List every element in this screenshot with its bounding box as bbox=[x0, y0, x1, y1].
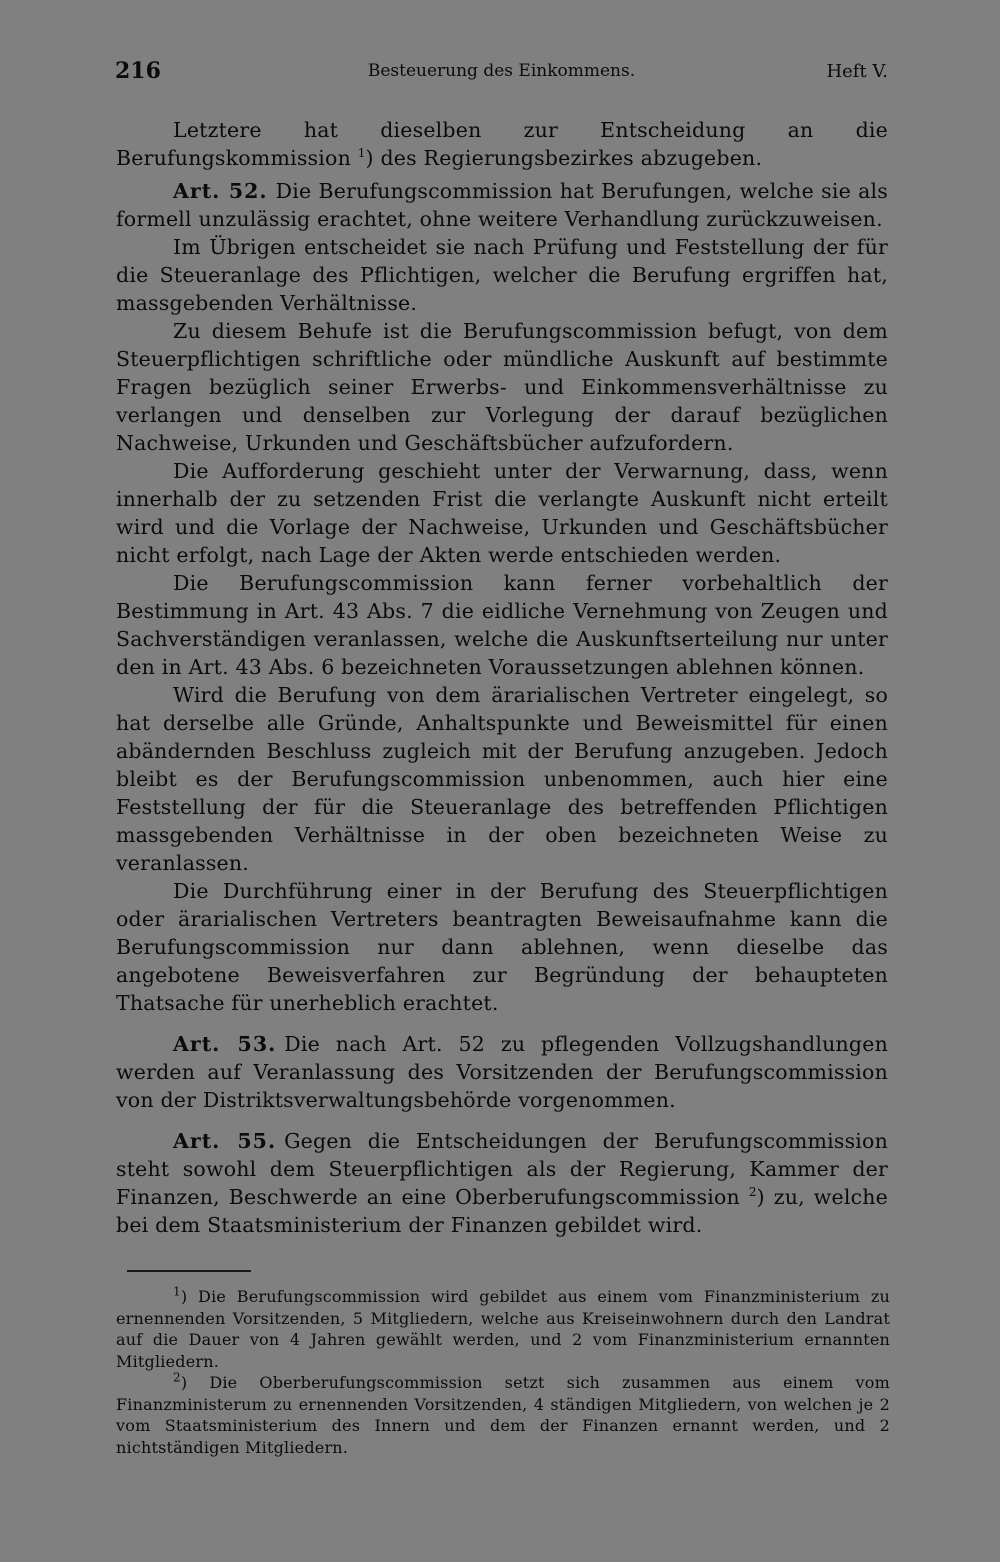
paragraph: Im Übrigen entscheidet sie nach Prüfung und Feststellung der für die Steueranlage des Pflichtigen, welcher die Berufung ergriffen hat, massgebenden Verhältnisse. bbox=[116, 235, 888, 315]
article-text: Die Berufungscommission hat Berufungen, welche sie als formell unzulässig erachtet, ohne weitere Verhandlung zurückzuweisen. bbox=[116, 179, 888, 231]
footnote: $^1$) Die Berufungscommission wird gebildet aus einem vom Finanzministerium zu ernennenden Vorsitzenden, 5 Mitgliedern, welche aus Kreiseinwohnern durch den Landrat auf die Dauer von 4 Jahren gewählt werden, und 2 vom Finanzministerium ernannten Mitgliedern. bbox=[116, 1284, 890, 1371]
main-text bbox=[116, 116, 888, 1239]
footnote-marker: 2 bbox=[173, 1370, 181, 1385]
paragraph: Wird die Berufung von dem ärarialischen Vertreter eingelegt, so hat derselbe alle Gründe, Anhaltspunkte und Beweismittel für einen abändernden Beschluss zugleich mit der Berufung anzugeben. Jedoch bleibt es der Berufungscommission unbenommen, auch hier eine Feststellung der für die Steueranlage des betreffenden Pflichtigen massgebenden Verhältnisse in der oben bezeichneten Weise zu veranlassen. bbox=[116, 683, 888, 875]
running-title: Besteuerung des Einkommens. bbox=[367, 61, 636, 81]
footnotes bbox=[116, 1286, 890, 1458]
article-text: zu, welche bei dem Staatsministerium der Finanzen gebildet wird. bbox=[116, 1185, 889, 1237]
paragraph: Die Berufungscommission kann ferner vorbehaltlich der Bestimmung in Art. 43 Abs. 7 die eidliche Vernehmung von Zeugen und Sachverständigen veranlassen, welche die Auskunftserteilung nur unter den in Art. 43 Abs. 6 bezeichneten Voraussetzungen ablehnen können. bbox=[116, 571, 888, 679]
paragraph: Letztere hat dieselben zur Entscheidung an die Berufungskommission $^1$) des Regierungsbezirkes abzugeben. bbox=[116, 118, 888, 170]
paragraph: Zu diesem Behufe ist die Berufungscommission befugt, von dem Steuerpflichtigen schriftliche oder mündliche Auskunft auf bestimmte Fragen bezüglich seiner Erwerbs- und Einkommensverhältnisse zu verlangen und denselben zur Vorlegung der darauf bezüglichen Nachweise, Urkunden und Geschäftsbücher aufzufordern. bbox=[116, 319, 888, 455]
footnote-ref: 2 bbox=[748, 1185, 757, 1200]
issue-label: Heft V. bbox=[826, 61, 888, 82]
running-header bbox=[115, 58, 888, 88]
article-text: Gegen die Entscheidungen der Berufungscommission steht sowohl dem Steuerpflichtigen als der Regierung, Kammer der Finanzen, Beschwerde an eine Oberberufungscommission bbox=[116, 1129, 888, 1209]
paragraph: Die Aufforderung geschieht unter der Verwarnung, dass, wenn innerhalb der zu setzenden Frist die verlangte Auskunft nicht erteilt wird und die Vorlage der Nachweise, Urkunden und Geschäftsbücher nicht erfolgt, nach Lage der Akten werde entschieden werden. bbox=[116, 459, 888, 567]
article-53 bbox=[116, 1030, 888, 1114]
article-55: Art. 55. Gegen die Entscheidungen der Berufungscommission steht sowohl dem Steuerpflichtigen als der Regierung, Kammer der Finanzen, Beschwerde an eine Oberberufungscommission $^2$) zu, welche bei dem Staatsministerium der Finanzen gebildet wird. bbox=[116, 1129, 889, 1237]
paragraph-text: des Regierungsbezirkes abzugeben. bbox=[380, 146, 763, 170]
paragraph: Die Durchführung einer in der Berufung des Steuerpflichtigen oder ärarialischen Vertreters beantragten Beweisaufnahme kann die Berufungscommission nur dann ablehnen, wenn dieselbe das angebotene Beweisverfahren zur Begründung der behaupteten Thatsache für unerheblich erachtet. bbox=[116, 879, 888, 1015]
page-number: 216 bbox=[115, 58, 161, 84]
article-label: Art. 53. bbox=[173, 1032, 277, 1056]
footnote: $^2$) Die Oberberufungscommission setzt sich zusammen aus einem vom Finanzministerum zu ernennenden Vorsitzenden, 4 ständigen Mitgliedern, von welchen je 2 vom Staatsministerium des Innern und dem der Finanzen ernannt werden, und 2 nichtständigen Mitgliedern. bbox=[116, 1370, 891, 1457]
footnote-text: Die Berufungscommission wird gebildet aus einem vom Finanzministerium zu ernennenden Vorsitzenden, 5 Mitgliedern, welche aus Kreiseinwohnern durch den Landrat auf die Dauer von 4 Jahren gewählt werden, und 2 vom Finanzministerium ernannten Mitgliedern. bbox=[116, 1287, 890, 1371]
footnote-marker: 1 bbox=[173, 1284, 181, 1299]
footnote-rule bbox=[127, 1270, 251, 1272]
paragraph-text: Letztere hat dieselben zur Entscheidung an die Berufungskommission bbox=[116, 118, 888, 170]
article-52 bbox=[116, 177, 888, 233]
article-label: Art. 52. bbox=[173, 179, 268, 203]
footnote-ref: 1 bbox=[357, 146, 366, 161]
article-label: Art. 55. bbox=[173, 1129, 277, 1153]
article-text: Die nach Art. 52 zu pflegenden Vollzugshandlungen werden auf Veranlassung des Vorsitzenden der Berufungscommission von der Distriktsverwaltungsbehörde vorgenommen. bbox=[116, 1032, 888, 1112]
footnote-text: Die Oberberufungscommission setzt sich zusammen aus einem vom Finanzministerum zu ernennenden Vorsitzenden, 4 ständigen Mitgliedern, von welchen je 2 vom Staatsministerium des Innern und dem der Finanzen ernannt werden, und 2 nichtständigen Mitgliedern. bbox=[116, 1373, 891, 1457]
